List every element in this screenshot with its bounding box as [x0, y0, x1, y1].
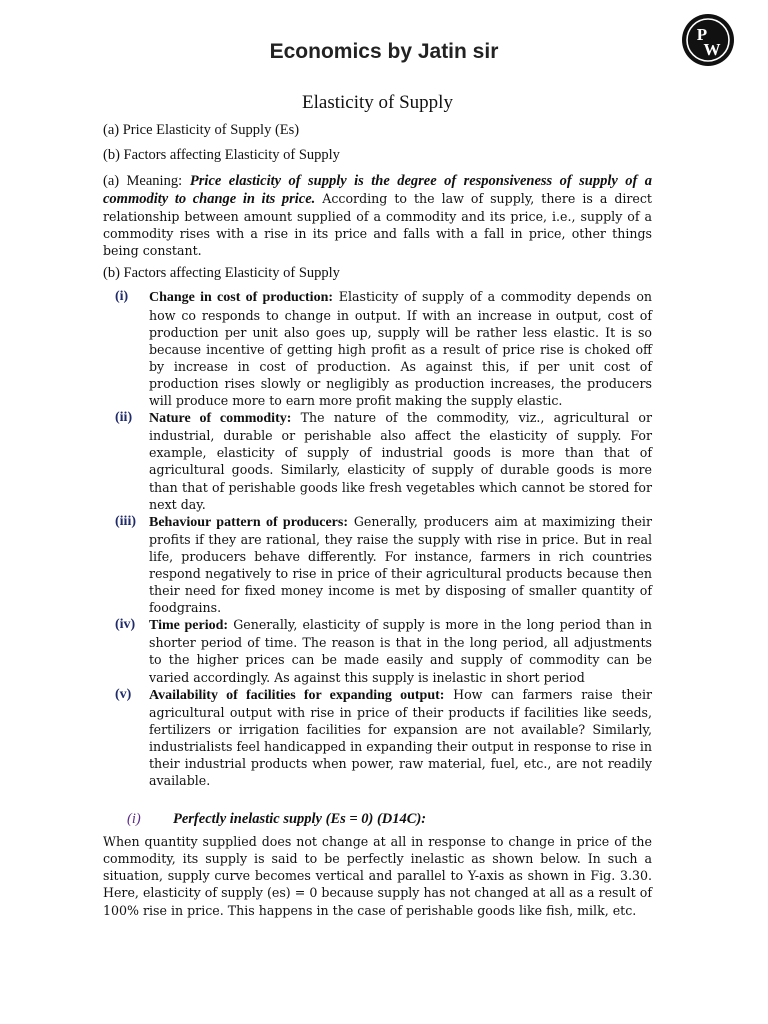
factor-item [103, 288, 652, 409]
meaning-definition: Price elasticity of supply is the degree of responsiveness of supply of a commodity to change in its price. [103, 173, 652, 208]
factor-name: Nature of commodity: [149, 411, 292, 427]
factor-number: (ii) [115, 410, 133, 426]
factor-item [103, 616, 652, 685]
page-header-title: Economics by Jatin sir [269, 40, 499, 63]
factor-list [103, 288, 652, 789]
topic-b: (b) Factors affecting Elasticity of Supply [103, 147, 340, 163]
factor-name: Availability of facilities for expanding output: [149, 687, 445, 703]
factor-text: How can farmers raise their agricultural output with rise in price of their products if facilities like seeds, fertilizers or irrigation facilities for expansion are not available? Similarly, industrialists feel handicapped in expanding their output in response to rise in their industrial products when power, raw material, fuel, etc., are not readily available. [149, 686, 653, 789]
logo-letter-p: P [696, 25, 708, 44]
meaning-paragraph [103, 172, 652, 259]
meaning-lead: (a) Meaning: [103, 173, 183, 189]
factor-number: (v) [115, 686, 132, 702]
factor-item [103, 409, 652, 513]
factor-text: Generally, elasticity of supply is more in the long period than in shorter period of time. The reason is that in the long period, all adjustments to the higher prices can be made easily and supply of commodity can be varied accordingly. As against this supply is inelastic in short period [149, 617, 653, 685]
factor-name: Time period: [149, 618, 229, 634]
factor-number: (iv) [115, 617, 136, 633]
pw-logo-icon [681, 13, 735, 67]
factor-number: (iii) [115, 513, 136, 529]
document-body [103, 92, 652, 919]
topic-a: (a) Price Elasticity of Supply (Es) [103, 122, 300, 138]
factor-number: (i) [115, 289, 129, 305]
factors-heading: (b) Factors affecting Elasticity of Supply [103, 265, 340, 282]
factor-item [103, 686, 652, 790]
factor-name: Change in cost of production: [149, 290, 334, 306]
meaning-text: According to the law of supply, there is a direct relationship between amount supplied of a commodity and its price, i.e., supply of a commodity rises with a rise in its price and falls with a fall in price, other things being constant. [103, 191, 652, 259]
factor-text: Generally, producers aim at maximizing their profits if they are rational, they raise the supply with rise in price. But in real life, producers behave differently. For instance, farmers in rich countries respond negatively to rise in price of their agricultural products because then their need for fixed money income is met by disposing of smaller quantity of foodgrains. [149, 513, 652, 616]
case-title: Perfectly inelastic supply (Es = 0) (D14C): [173, 811, 427, 828]
factor-name: Behaviour pattern of producers: [149, 514, 348, 530]
factor-item [103, 513, 652, 617]
case-paragraph: When quantity supplied does not change at all in response to change in price of the commodity, its supply is said to be perfectly inelastic as shown below. In such a situation, supply curve becomes vertical and parallel to Y-axis as shown in Fig. 3.30. Here, elasticity of supply (es) = 0 because supply has not changed at all as a result of 100% rise in price. This happens in the case of perishable goods like fish, milk, etc. [103, 834, 652, 918]
factor-text: The nature of the commodity, viz., agricultural or industrial, durable or perishable also affect the elasticity of supply. For example, elasticity of supply of industrial goods is more than that of agricultural goods. Similarly, elasticity of supply of durable goods is more than that of perishable goods like fresh vegetables which cannot be stored for next day. [149, 410, 652, 512]
doc-title: Elasticity of Supply [302, 92, 453, 113]
factor-text: Elasticity of supply of a commodity depends on how co responds to change in output. If with an increase in output, cost of production per unit also goes up, supply will be rather less elastic. It is so because incentive of getting high profit as a result of price rise is choked off by increase in cost of production. As against this, if per unit cost of production rises slowly or negligibly as production increases, the producers will produce more to earn more profit making the supply elastic. [149, 289, 653, 409]
case-number: (i) [127, 811, 141, 828]
logo-letter-w: W [703, 40, 721, 59]
case-heading [103, 811, 652, 829]
